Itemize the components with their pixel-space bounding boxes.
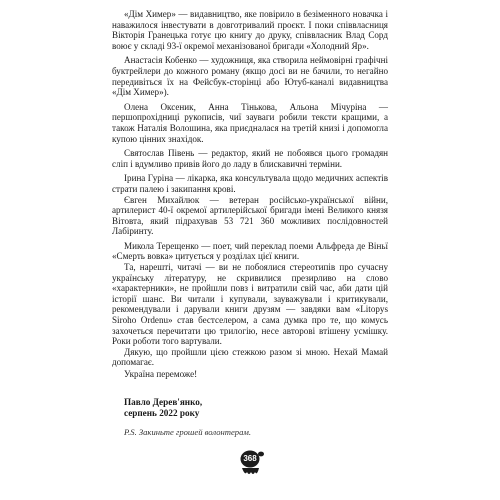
paragraph: Євген Михайлюк — ветеран російсько-української війни, артилерист 40-ї окремої артилерійської бригади імені Великого князя Вітовта, який підрахував 53 721 360 можливих послідовностей Лабіринту. (112, 194, 388, 237)
paw-print-icon (236, 448, 266, 478)
paragraph: Олена Оксеник, Анна Тінькова, Альона Мічуріна — першопрохідниці рукописів, чиї зауваги робили тексти кращими, а також Наталія Волошина, яка приєдналася на третій книзі і допомогла купою цінних знахідок. (112, 101, 388, 144)
paragraph: Ірина Гуріна — лікарка, яка консультувала щодо медичних аспектів страти палею і закипання крові. (112, 173, 388, 194)
author-signature (124, 397, 324, 419)
page-number: 368 (243, 454, 257, 463)
paragraph: Святослав Півень — редактор, який не побоявся цього громадян сліп і вдумливо привів його до ладу в блискавичні терміни. (112, 148, 388, 169)
signature-date: серпень 2022 року (124, 408, 200, 418)
paw-print-icon (236, 448, 266, 478)
paragraph: «Дім Химер» — видавництво, яке повірило в безіменного новачка і наважилося інвестувати в довготривалий проєкт. І поки співвласниця Вікторія Гранецька готує цю книгу до друку, співвласник Влад Сорд воює у складі 93-ї окремої механізованої бригади «Холодний Яр». (112, 9, 388, 51)
paragraph-closing: Україна переможе! (124, 369, 198, 379)
postscript: P.S. Закиньте грошей волонтерам. (124, 427, 252, 437)
acknowledgements-text (112, 9, 388, 380)
paragraph: Микола Терещенко — поет, чий переклад поеми Альфреда де Віньї «Смерть вовка» цитується у розділах цієї книги. (112, 240, 388, 262)
paragraph: Дякую, що пройшли цією стежкою разом зі мною. Нехай Мамай допомагає. (112, 346, 388, 368)
paragraph: Анастасія Кобенко — художниця, яка створила неймовірні графічні буктрейлери до кожного роману (якщо досі ви не бачили, то негайно передивіться їх на Фейсбук-сторінці або Ютуб-каналі видавництва «Дім Химер»). (112, 55, 388, 98)
paragraph: Та, нарешті, читачі — ви не побоялися стереотипів про сучасну українську літературу, не скривилися презирливо на слово «характерники», не пройшли повз і витратили свій час, аби дати цій історії шанс. Ви читали і купували, зауважували і критикували, рекомендували і дарували книги друзям — завдяки вам «Litopys Siroho Ordenu» став бестселером, а сама думка про те, що комусь захочеться перечитати цю трилогію, несе авторові втішену усмішку. Роки роботи того вартували. (112, 262, 388, 347)
author-name: Павло Дерев'янко, (124, 397, 203, 407)
